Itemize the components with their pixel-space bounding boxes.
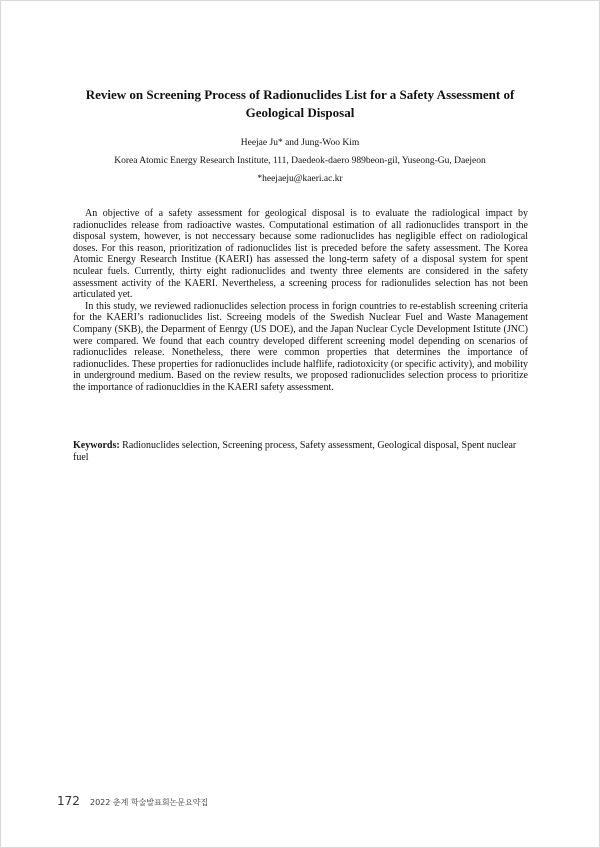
page-number: 172 — [57, 794, 80, 808]
keywords-label: Keywords: — [73, 440, 120, 451]
paper-title: Review on Screening Process of Radionuclides List for a Safety Assessment of Geological Disposal — [85, 87, 515, 120]
keywords — [73, 440, 528, 463]
page-footer — [57, 790, 208, 809]
email-address[interactable]: *heejaeju@kaeri.ac.kr — [257, 174, 343, 184]
authors: Heejae Ju* and Jung-Woo Kim — [240, 138, 360, 148]
abstract — [73, 208, 528, 394]
keywords-list: Radionuclides selection, Screening process, Safety assessment, Geological disposal, Spent nuclear fuel — [73, 440, 517, 463]
journal-name: 2022 춘계 학술발표회논문요약집 — [90, 798, 209, 807]
abstract-paragraph-2: In this study, we reviewed radionuclides selection process in forign countries to re-establish screening criteria for the KAERI’s radionuclides list. Screeing models of the Swedish Nuclear Fuel and Waste Management Company (SKB), the Deparment of Eenrgy (US DOE), and the Japan Nuclear Cycle Development Istitute (JNC) were compared. We found that each country developed different screening model depending on scenarios of radionuclides release. Nonetheless, there were common properties that determines the importance of radionuclides. These properties for radionuclides include halflife, radiotoxicity (or specific activity), and mobility in underground medium. Based on the review results, we proposed radionuclides selection process to prioritize the importance of radionucldies in the KAERI safety assessment. — [73, 300, 528, 393]
affiliation: Korea Atomic Energy Research Institute, 111, Daedeok-daero 989beon-gil, Yuseong-Gu, Daejeon — [114, 156, 486, 166]
abstract-paragraph-1: An objective of a safety assessment for geological disposal is to evaluate the radiological impact by radionuclides release from radioactive wastes. Computational estimation of all radionuclides transport in the disposal system, however, is not neccessary because some radionuclides has negligible effect on radiological doses. For this reason, prioritization of radionuclides list is preceded before the safety assessment. The Korea Atomic Energy Research Institue (KAERI) has assessed the long-term safety of a disposal system for spent nculear fuels. Currently, thirty eight radionuclides and twenty three elements are considered in the safety assessment activity of the KAERI. Nevertheless, a screening process for radionulides selection has not been articulated yet. — [73, 208, 528, 301]
